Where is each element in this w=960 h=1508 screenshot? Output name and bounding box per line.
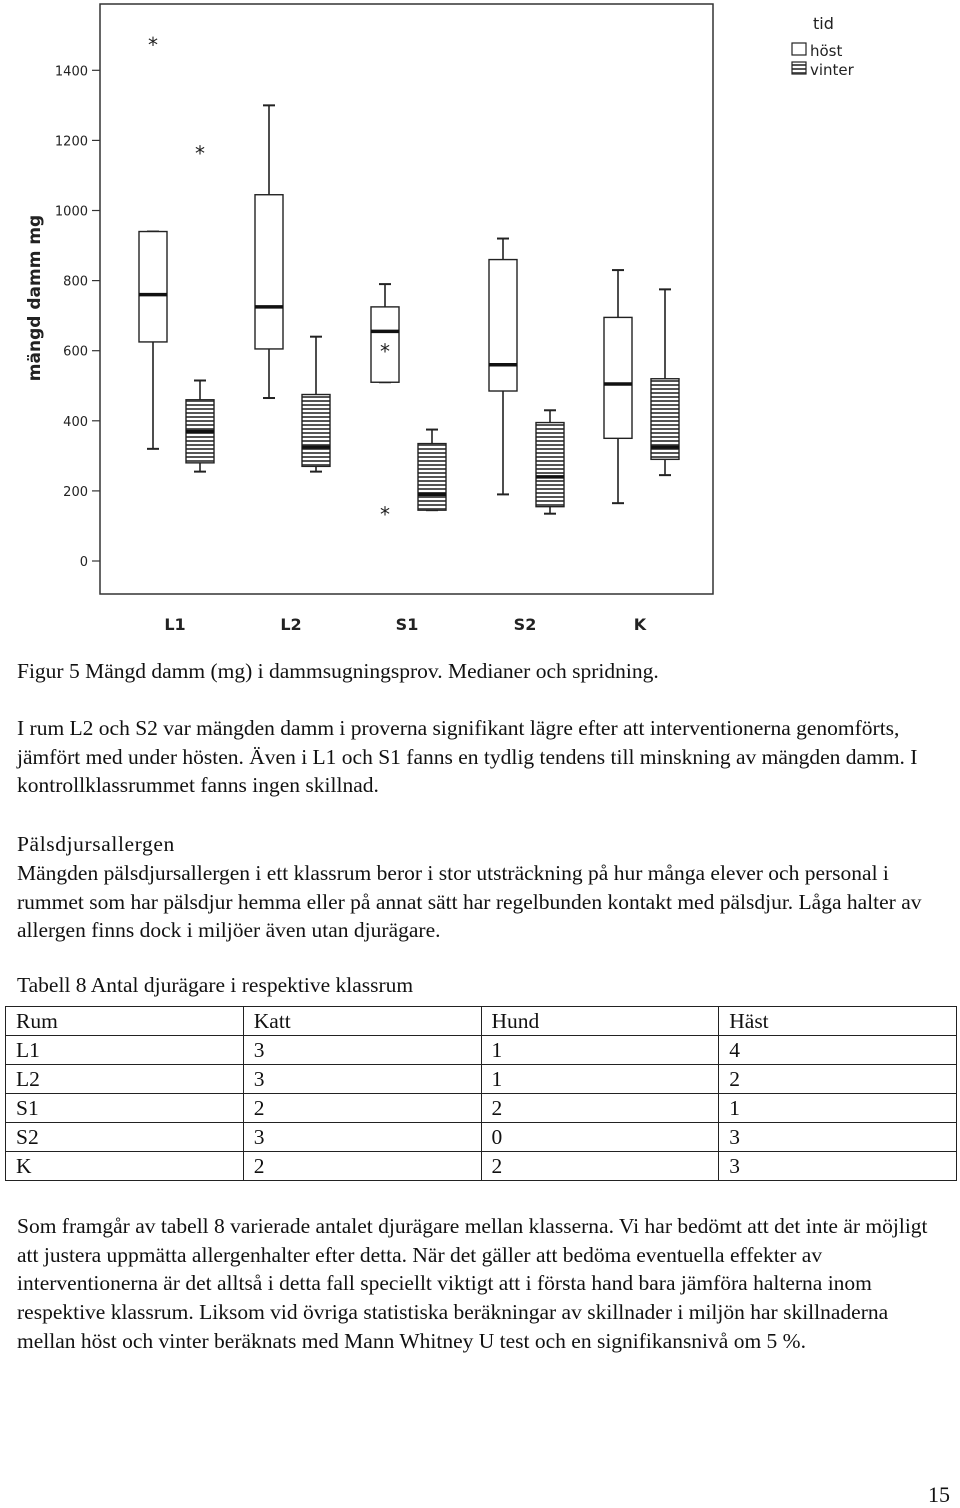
y-axis-label: mängd damm mg [25, 214, 45, 382]
x-tick-label: L2 [280, 615, 302, 634]
box-body [139, 232, 167, 342]
figure-caption: Figur 5 Mängd damm (mg) i dammsugningsprov. Medianer och spridning. [17, 659, 659, 683]
plot-area [100, 4, 713, 594]
table-cell: 3 [243, 1065, 481, 1094]
legend [792, 14, 855, 79]
table-header-cell: Rum [6, 1007, 244, 1036]
table-cell: 4 [719, 1036, 957, 1065]
boxplot-chart [0, 0, 960, 650]
table-cell: 3 [243, 1036, 481, 1065]
y-tick-label: 800 [63, 274, 88, 290]
outlier-marker: * [195, 141, 205, 166]
box-body [302, 395, 330, 467]
y-tick-label: 1000 [54, 204, 88, 220]
legend-label-vinter: vinter [810, 61, 854, 79]
paragraph-conclusion: Som framgår av tabell 8 varierade antalet djurägare mellan klasserna. Vi har bedömt att det inte är möjligt att justera uppmätta allergenhalter efter detta. När det gäller att bedöma eventuella effekter av interventionerna är det alltså i detta fall speciellt viktigt att i första hand bara jämföra halterna inom respektive klassrum. Liksom vid övriga statistiska beräkningar av skillnader i miljön har skillnaderna mellan höst och vinter beräknats med Mann Whitney U test och en signifikansnivå om 5 %. [17, 1214, 928, 1353]
paragraph-dust-results: I rum L2 och S2 var mängden damm i proverna signifikant lägre efter att interventionerna genomförts, jämfört med under hösten. Även i L1 och S1 fanns en tydlig tendens till minskning av mängden damm. I kontrollklassrummet fanns ingen skillnad. [17, 716, 918, 798]
table-cell: 2 [243, 1094, 481, 1123]
table-header-row [6, 1007, 957, 1036]
table-header-cell: Katt [243, 1007, 481, 1036]
table-cell: 2 [243, 1152, 481, 1181]
outlier-marker: * [148, 33, 158, 58]
box-body [418, 444, 446, 511]
y-tick-label: 1400 [54, 64, 88, 80]
table-cell: K [6, 1152, 244, 1181]
table-cell: 1 [719, 1094, 957, 1123]
table-row [6, 1123, 957, 1152]
table-cell: 3 [719, 1152, 957, 1181]
table-cell: 1 [481, 1036, 719, 1065]
section-heading: Pälsdjursallergen [17, 832, 175, 856]
table-cell: 3 [719, 1123, 957, 1152]
outlier-marker: * [380, 502, 390, 527]
legend-title: tid [813, 14, 834, 33]
table-cell: S2 [6, 1123, 244, 1152]
table-cell: 2 [481, 1094, 719, 1123]
box-body [604, 317, 632, 438]
table-row [6, 1065, 957, 1094]
table-row [6, 1152, 957, 1181]
box-body [489, 260, 517, 391]
legend-swatch-vinter [792, 62, 806, 74]
box-vinter-S2 [536, 410, 564, 513]
table-cell: 2 [481, 1152, 719, 1181]
x-tick-label: K [633, 615, 647, 634]
table-cell: L2 [6, 1065, 244, 1094]
table-cell: 0 [481, 1123, 719, 1152]
table-cell: 2 [719, 1065, 957, 1094]
pet-owner-table [5, 1006, 957, 1181]
x-tick-label: S2 [513, 615, 537, 634]
table-header-cell: Hund [481, 1007, 719, 1036]
table-caption: Tabell 8 Antal djurägare i respektive klassrum [17, 973, 414, 997]
y-tick-label: 1200 [54, 134, 88, 150]
paragraph-pet-allergen: Mängden pälsdjursallergen i ett klassrum beror i stor utsträckning på hur många elever och personal i rummet som har pälsdjur hemma eller på annat sätt har regelbunden kontakt med pälsdjur. Låga halter av allergen finns dock i miljöer även utan djurägare. [17, 861, 922, 943]
box-body [536, 423, 564, 507]
y-tick-label: 200 [63, 484, 88, 500]
outlier-marker: * [380, 339, 390, 364]
table-row [6, 1094, 957, 1123]
table-row [6, 1036, 957, 1065]
legend-label-host: höst [810, 42, 843, 60]
x-axis-labels [164, 615, 646, 634]
page-number: 15 [928, 1482, 950, 1507]
x-tick-label: S1 [395, 615, 419, 634]
table-cell: 3 [243, 1123, 481, 1152]
table-header-cell: Häst [719, 1007, 957, 1036]
box-body [255, 195, 283, 349]
table-cell: 1 [481, 1065, 719, 1094]
table-cell: L1 [6, 1036, 244, 1065]
table-cell: S1 [6, 1094, 244, 1123]
y-tick-label: 600 [63, 344, 88, 360]
y-tick-label: 0 [79, 555, 88, 570]
legend-swatch-host [792, 43, 806, 55]
y-tick-label: 400 [63, 414, 88, 430]
y-axis [55, 64, 100, 570]
x-tick-label: L1 [164, 615, 186, 634]
